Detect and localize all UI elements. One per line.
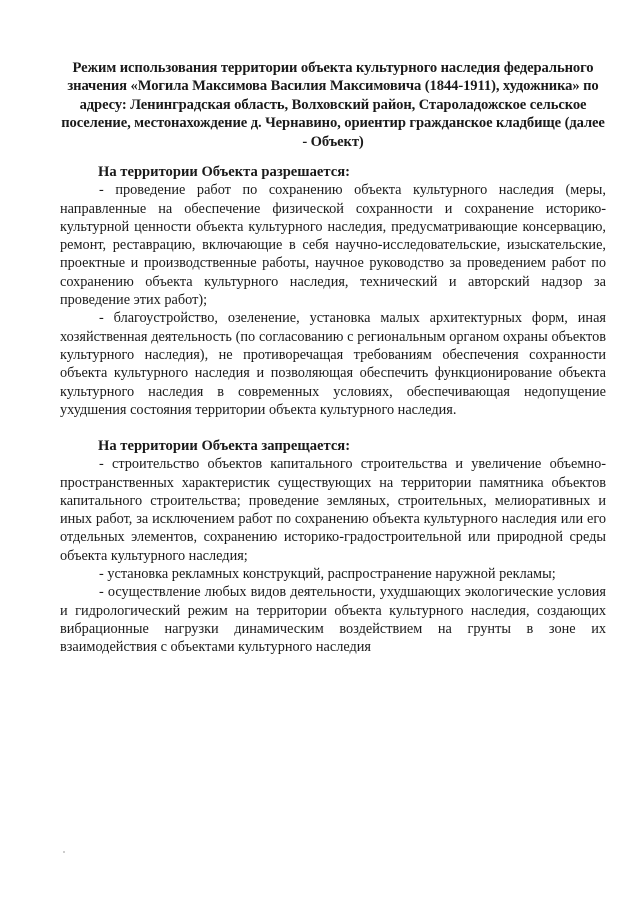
allowed-heading: На территории Объекта разрешается: [98,164,350,180]
prohibited-item: - строительство объектов капитального строительства и увеличение объемно-пространственных характеристик существующих на территории памятника объектов капитального строительства; проведение земляных, строительных, мелиоративных и иных работ, за исключением работ по сохранению объекта культурного наследия или его отдельных элементов, сохранению историко-градостроительной или природной среды объекта культурного наследия; [60,456,606,564]
scan-speck [63,851,65,853]
allowed-item: - проведение работ по сохранению объекта культурного наследия (меры, направленные на обеспечение физической сохранности и сохранение историко-культурной ценности объекта культурного наследия, предусматривающие консервацию, ремонт, реставрацию, включающие в себя научно-исследовательские, изыскательские, проектные и производственные работы, научное руководство за проведением работ по сохранению объекта культурного наследия, технический и авторский надзор за проведение этих работ); [60,182,606,309]
prohibited-item: - осуществление любых видов деятельности, ухудшающих экологические условия и гидрологический режим на территории объекта культурного наследия, создающих вибрационные нагрузки динамическим воздействием на грунты в зоне их взаимодействия с объектами культурного наследия [60,584,606,656]
prohibited-section [60,437,606,657]
prohibited-heading: На территории Объекта запрещается: [98,438,351,454]
prohibited-item: - установка рекламных конструкций, распространение наружной рекламы; [99,566,556,583]
allowed-section [60,163,606,419]
document-title: Режим использования территории объекта культурного наследия федерального значения «Могила Максимова Василия Максимовича (1844-1911), художника» по адресу: Ленинградская область, Волховский район, Староладожское сельское поселение, местонахождение д. Чернавино, ориентир гражданское кладбище (далее - Объект) [61,60,605,150]
allowed-item: - благоустройство, озеленение, установка малых архитектурных форм, иная хозяйственная деятельность (по согласованию с региональным органом охраны объектов культурного наследия), не противоречащая требованиям обеспечения сохранности объекта культурного наследия и позволяющая обеспечить функционирование объекта культурного наследия в современных условиях, обеспечивающая недопущение ухудшения состояния территории объекта культурного наследия. [60,310,606,418]
